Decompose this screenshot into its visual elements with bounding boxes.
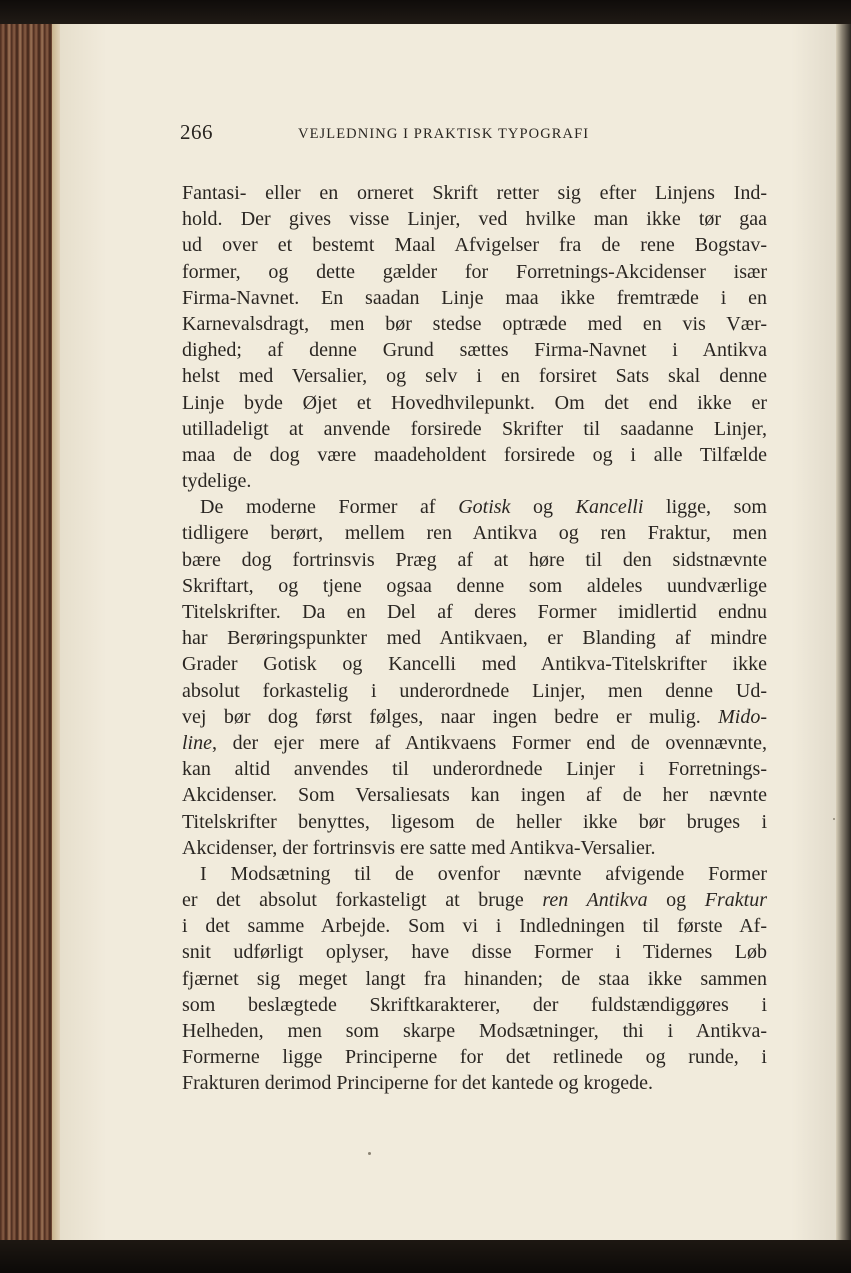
text-line: maa de dog være maadeholdent forsirede og i alle Tilfælde (182, 443, 767, 466)
text-line: Titelskrifter. Da en Del af deres Former imidlertid endnu (182, 601, 767, 623)
book-page-edges (0, 24, 62, 1242)
text-line: Grader Gotisk og Kancelli med Antikva-Titelskrifter ikke (182, 653, 767, 676)
text-line: Formerne ligge Principerne for det retlinede og runde, i (182, 1046, 767, 1069)
text-line: De moderne Former af Gotisk og Kancelli ligge, som (200, 496, 767, 519)
text-line: tydelige. (182, 470, 252, 493)
text-line: hold. Der gives visse Linjer, ved hvilke man ikke tør gaa (182, 208, 767, 231)
text-line: snit udførligt oplyser, have disse Former i Tidernes Løb (182, 941, 767, 964)
paper-speck (833, 818, 835, 820)
text-line: Helheden, men som skarpe Modsætninger, thi i Antikva- (182, 1020, 767, 1042)
text-line: Titelskrifter benyttes, ligesom de heller ikke bør bruges i (182, 810, 767, 833)
text-line: Akcidenser. Som Versaliesats kan ingen af de her nævnte (182, 784, 767, 807)
text-line: dighed; af denne Grund sættes Firma-Navnet i Antikva (182, 339, 767, 362)
text-line: har Berøringspunkter med Antikvaen, er Blanding af mindre (182, 627, 767, 650)
text-line: I Modsætning til de ovenfor nævnte afvigende Former (200, 862, 767, 885)
text-line: vej bør dog først følges, naar ingen bedre er mulig. Mido- (182, 705, 767, 728)
text-line: Frakturen derimod Principerne for det kantede og krogede. (182, 1072, 653, 1095)
text-line: absolut forkastelig i underordnede Linjer, men denne Ud- (182, 679, 767, 702)
text-line: helst med Versalier, og selv i en forsiret Sats skal denne (182, 365, 767, 388)
text-line: utilladeligt at anvende forsirede Skrifter til saadanne Linjer, (182, 417, 767, 440)
text-line: Akcidenser, der fortrinsvis ere satte med Antikva-Versalier. (182, 836, 656, 859)
body-text (182, 180, 767, 1097)
text-line: i det samme Arbejde. Som vi i Indledningen til første Af- (182, 915, 767, 938)
text-line: Linje byde Øjet et Hovedhvilepunkt. Om det end ikke er (182, 391, 767, 414)
text-line: kan altid anvendes til underordnede Linjer i Forretnings- (182, 758, 767, 781)
page-number: 266 (180, 120, 213, 144)
running-title: VEJLEDNING I PRAKTISK TYPOGRAFI (298, 126, 590, 142)
text-line: Karnevalsdragt, men bør stedse optræde med en vis Vær- (182, 312, 767, 335)
scan-background-top (0, 0, 851, 24)
text-line: fjærnet sig meget langt fra hinanden; de staa ikke sammen (182, 967, 767, 990)
text-line: Firma-Navnet. En saadan Linje maa ikke fremtræde i en (182, 286, 767, 309)
text-line: bære dog fortrinsvis Præg af at høre til den sidstnævnte (182, 548, 767, 571)
paper-speck (368, 1152, 371, 1155)
text-line: ud over et bestemt Maal Afvigelser fra de rene Bogstav- (182, 234, 767, 257)
text-line: former, og dette gælder for Forretnings-Akcidenser især (182, 260, 767, 283)
scan-background-bottom (0, 1240, 851, 1273)
text-line: som beslægtede Skriftkarakterer, der fuldstændiggøres i (182, 993, 767, 1016)
text-line: er det absolut forkasteligt at bruge ren Antikva og Fraktur (182, 889, 767, 912)
text-line: tidligere berørt, mellem ren Antikva og ren Fraktur, men (182, 522, 767, 545)
text-line: Fantasi- eller en orneret Skrift retter sig efter Linjens Ind- (182, 182, 767, 204)
page-right-edge (836, 24, 851, 1242)
text-line: line, der ejer mere af Antikvaens Former end de ovennævnte, (182, 731, 767, 754)
running-head (180, 120, 770, 150)
text-line: Skriftart, og tjene ogsaa denne som aldeles uundværlige (182, 574, 767, 597)
